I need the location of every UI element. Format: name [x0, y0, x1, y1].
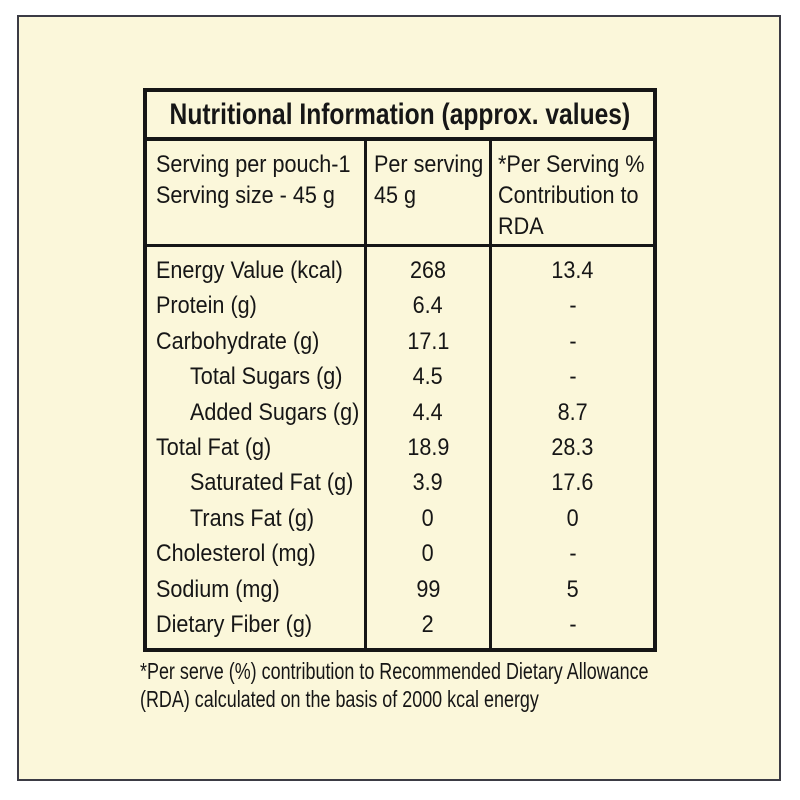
nutrient-per-serving-value: [367, 288, 489, 323]
header-serving-info: [147, 141, 367, 244]
body-col-nutrients: [147, 247, 367, 648]
nutrient-per-serving-value-text: 4.4: [412, 398, 444, 426]
footnote-line: [140, 685, 792, 713]
nutrient-rda-value: [492, 324, 653, 359]
header-line: [498, 180, 661, 211]
nutrient-per-serving-value: [367, 395, 489, 430]
nutrient-rda-value-text: 0: [566, 504, 579, 532]
nutrient-rda-value: [492, 607, 653, 642]
header-serving-per-pouch: Serving per pouch-1: [156, 151, 351, 178]
header-line: [498, 149, 661, 180]
footnote: [140, 657, 792, 713]
nutrient-label: [147, 253, 364, 288]
nutrient-rda-value-text: -: [568, 327, 577, 355]
nutrition-table: [143, 88, 657, 652]
nutrient-rda-value-text: 8.7: [557, 398, 588, 426]
header-line: [374, 149, 489, 180]
nutrient-per-serving-value-text: 268: [409, 257, 447, 284]
nutrient-per-serving-value-text: 4.5: [412, 363, 444, 391]
nutrient-per-serving-value: [367, 536, 489, 571]
nutrient-rda-value: [492, 253, 653, 288]
nutrient-label: [147, 395, 364, 430]
body-col-per-serving: [367, 247, 492, 648]
nutrient-label: [147, 430, 364, 465]
nutrient-per-serving-value: [367, 607, 489, 642]
nutrient-rda-value: [492, 501, 653, 536]
nutrient-per-serving-value-text: 0: [421, 504, 435, 532]
nutrient-per-serving-value: [367, 359, 489, 394]
header-rda-line2: Contribution to: [498, 182, 639, 209]
footnote-text-line2: (RDA) calculated on the basis of 2000 kcal energy: [140, 686, 539, 712]
nutrient-label-text: Total Sugars (g): [190, 363, 343, 391]
nutrient-rda-value: [492, 359, 653, 394]
nutrient-label: [147, 501, 364, 536]
nutrient-rda-value-text: 5: [566, 575, 579, 603]
footnote-text-line1: *Per serve (%) contribution to Recommended Dietary Allowance: [140, 658, 649, 684]
nutrient-per-serving-value-text: 0: [421, 540, 435, 568]
label-background: [17, 15, 781, 781]
nutrient-label: [147, 465, 364, 500]
nutrient-per-serving-value: [367, 465, 489, 500]
nutrient-label-text: Carbohydrate (g): [156, 327, 320, 355]
table-title: Nutritional Information (approx. values): [169, 97, 631, 131]
header-line: [156, 149, 364, 180]
table-body: [147, 247, 653, 648]
nutrient-label-text: Added Sugars (g): [190, 398, 360, 426]
header-rda-contribution: [492, 141, 661, 244]
nutrient-label-text: Cholesterol (mg): [156, 540, 316, 568]
nutrient-rda-value: [492, 430, 653, 465]
nutrient-label-text: Energy Value (kcal): [156, 257, 343, 284]
nutrient-per-serving-value-text: 2: [421, 610, 435, 638]
nutrient-rda-value: [492, 572, 653, 607]
table-header-row: [147, 141, 653, 247]
nutrient-rda-value-text: 28.3: [551, 433, 594, 461]
nutrient-rda-value: [492, 465, 653, 500]
nutrient-rda-value: [492, 288, 653, 323]
nutrient-label-text: Protein (g): [156, 292, 257, 320]
body-col-rda: [492, 247, 653, 648]
nutrient-rda-value-text: -: [568, 610, 577, 638]
nutrient-per-serving-value: [367, 253, 489, 288]
nutrient-label: [147, 359, 364, 394]
nutrient-label: [147, 288, 364, 323]
header-per-serving: [367, 141, 492, 244]
nutrient-per-serving-value-text: 17.1: [406, 327, 450, 355]
nutrient-label-text: Total Fat (g): [156, 433, 272, 461]
nutrient-label: [147, 324, 364, 359]
nutrient-rda-value-text: -: [568, 540, 577, 568]
header-line: [374, 180, 489, 211]
header-per-serving-amount: 45 g: [374, 182, 417, 209]
nutrient-rda-value-text: 17.6: [551, 469, 594, 497]
nutrient-label: [147, 572, 364, 607]
nutrient-rda-value-text: 13.4: [551, 257, 594, 284]
nutrient-rda-value: [492, 395, 653, 430]
nutrient-label-text: Sodium (mg): [156, 575, 280, 603]
header-line: [498, 211, 661, 242]
nutrient-per-serving-value-text: 6.4: [412, 292, 444, 320]
nutrient-rda-value: [492, 536, 653, 571]
nutrient-label-text: Saturated Fat (g): [190, 469, 354, 497]
nutrient-label: [147, 607, 364, 642]
nutrient-label-text: Trans Fat (g): [190, 504, 315, 532]
header-serving-size: Serving size - 45 g: [156, 182, 335, 209]
nutrient-per-serving-value: [367, 430, 489, 465]
nutrient-per-serving-value-text: 18.9: [406, 433, 450, 461]
nutrient-label: [147, 536, 364, 571]
nutrient-label-text: Dietary Fiber (g): [156, 610, 313, 638]
nutrient-per-serving-value-text: 3.9: [412, 469, 444, 497]
header-rda-line3: RDA: [498, 213, 544, 240]
table-title-row: [147, 92, 653, 141]
nutrient-rda-value-text: -: [568, 363, 577, 391]
header-rda-line1: *Per Serving %: [498, 151, 645, 178]
nutrient-rda-value-text: -: [568, 292, 577, 320]
nutrient-per-serving-value: [367, 572, 489, 607]
nutrient-per-serving-value-text: 99: [415, 575, 441, 603]
nutrient-per-serving-value: [367, 324, 489, 359]
header-line: [156, 180, 364, 211]
footnote-line: [140, 657, 792, 685]
header-per-serving-label: Per serving: [374, 151, 484, 178]
nutrient-per-serving-value: [367, 501, 489, 536]
